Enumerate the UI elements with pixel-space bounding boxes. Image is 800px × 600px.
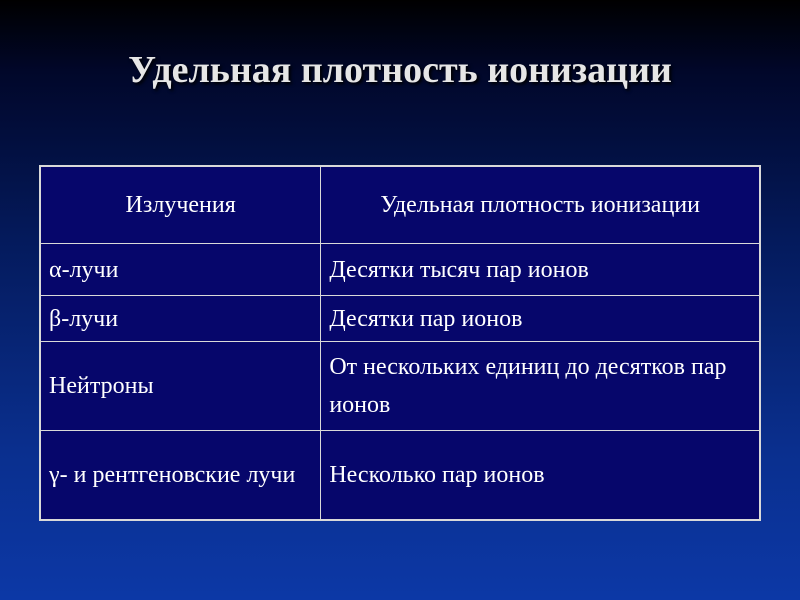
cell-radiation-type: γ- и рентгеновские лучи <box>40 431 321 521</box>
table-header-row <box>40 166 760 244</box>
cell-radiation-type: Нейтроны <box>40 342 321 431</box>
cell-ionization-density: От нескольких единиц до десятков пар ионов <box>321 342 760 431</box>
ionization-table-container <box>39 165 761 521</box>
cell-ionization-density: Десятки пар ионов <box>321 296 760 342</box>
cell-ionization-density: Несколько пар ионов <box>321 431 760 521</box>
cell-radiation-type: α-лучи <box>40 244 321 296</box>
header-radiation: Излучения <box>40 166 321 244</box>
table-row <box>40 342 760 431</box>
ionization-table <box>39 165 761 521</box>
table-row <box>40 431 760 521</box>
slide-title: Удельная плотность ионизации <box>128 49 672 91</box>
header-ionization-density: Удельная плотность ионизации <box>321 166 760 244</box>
cell-ionization-density: Десятки тысяч пар ионов <box>321 244 760 296</box>
table-row <box>40 244 760 296</box>
table-row <box>40 296 760 342</box>
cell-radiation-type: β-лучи <box>40 296 321 342</box>
